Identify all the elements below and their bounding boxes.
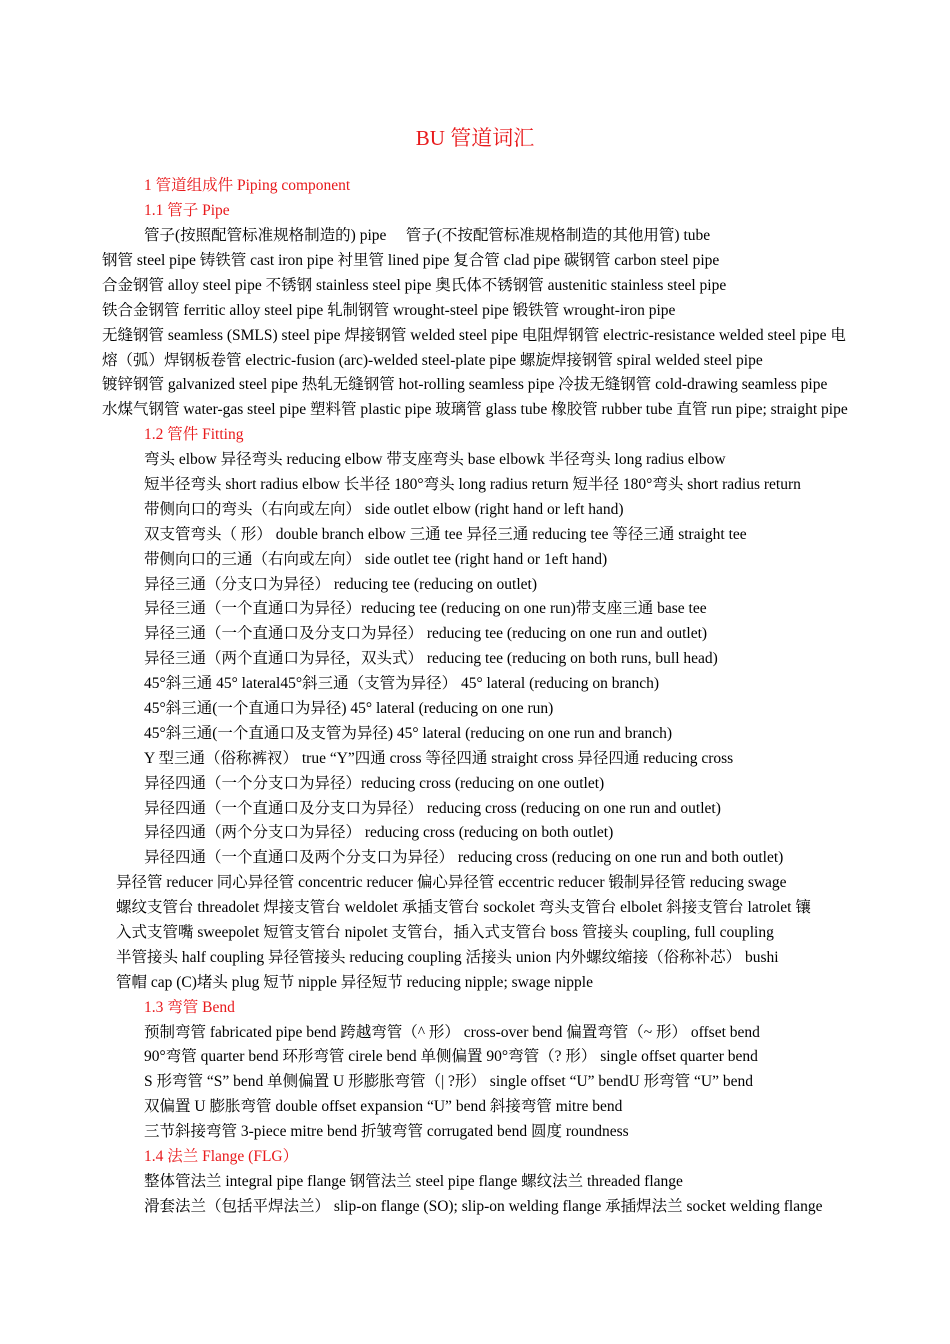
section-heading: 1 管道组成件 Piping component [144,177,351,194]
text-line: Y 型三通（俗称裤衩） true “Y”四通 cross 等径四通 straight cross 异径四通 reducing cross [144,750,734,767]
text-line: 螺纹支管台 threadolet 焊接支管台 weldolet 承插支管台 sockolet 弯头支管台 elbolet 斜接支管台 latrolet 镶 [116,899,811,916]
text-line: 90°弯管 quarter bend 环形弯管 cirele bend 单侧偏置 90°弯管（? 形） single offset quarter bend [144,1048,758,1065]
text-line: 管子(按照配管标准规格制造的) pipe 管子(不按配管标准规格制造的其他用管) tube [144,227,711,244]
text-line: 异径三通（一个直通口及分支口为异径） reducing tee (reducing on one run and outlet) [144,625,708,642]
section-heading: 1.1 管子 Pipe [144,202,230,219]
text-line: 熔（弧）焊钢板卷管 electric-fusion (arc)-welded steel-plate pipe 螺旋焊接钢管 spiral welded steel pipe [102,352,763,369]
text-line: 异径管 reducer 同心异径管 concentric reducer 偏心异径管 eccentric reducer 锻制异径管 reducing swage [116,874,787,891]
text-line: 合金钢管 alloy steel pipe 不锈钢 stainless steel pipe 奥氏体不锈钢管 austenitic stainless steel pipe [102,277,727,294]
text-line: 弯头 elbow 异径弯头 reducing elbow 带支座弯头 base elbowk 半径弯头 long radius elbow [144,451,726,468]
text-line: 双支管弯头（ 形） double branch elbow 三通 tee 异径三通 reducing tee 等径三通 straight tee [144,526,747,543]
text-line: 三节斜接弯管 3-piece mitre bend 折皱弯管 corrugated bend 圆度 roundness [144,1123,629,1140]
text-line: 铁合金钢管 ferritic alloy steel pipe 轧制钢管 wrought-steel pipe 锻铁管 wrought-iron pipe [102,302,676,319]
text-line: 双偏置 U 膨胀弯管 double offset expansion “U” bend 斜接弯管 mitre bend [144,1098,623,1115]
text-line: 预制弯管 fabricated pipe bend 跨越弯管（^ 形） cross-over bend 偏置弯管（~ 形） offset bend [144,1024,760,1041]
text-line: 45°斜三通 45° lateral45°斜三通（支管为异径） 45° lateral (reducing on branch) [144,675,660,692]
text-line: 水煤气钢管 water-gas steel pipe 塑料管 plastic pipe 玻璃管 glass tube 橡胶管 rubber tube 直管 run pipe; straight pipe [102,401,848,418]
text-line: 异径四通（一个分支口为异径）reducing cross (reducing on one outlet) [144,775,605,792]
text-line: 短半径弯头 short radius elbow 长半径 180°弯头 long radius return 短半径 180°弯头 short radius return [144,476,801,493]
text-line: 45°斜三通(一个直通口为异径) 45° lateral (reducing on one run) [144,700,554,717]
text-line: 异径四通（两个分支口为异径） reducing cross (reducing on both outlet) [144,824,614,841]
section-heading: 1.3 弯管 Bend [144,999,235,1016]
text-line: 入式支管嘴 sweepolet 短管支管台 nipolet 支管台，插入式支管台 boss 管接头 coupling, full coupling [116,924,774,941]
text-line: 无缝钢管 seamless (SMLS) steel pipe 焊接钢管 welded steel pipe 电阻焊钢管 electric-resistance welded steel pipe 电 [102,327,846,344]
text-line: 异径三通（两个直通口为异径，双头式） reducing tee (reducing on both runs, bull head) [144,650,718,667]
text-line: 镀锌钢管 galvanized steel pipe 热轧无缝钢管 hot-rolling seamless pipe 冷拔无缝钢管 cold-drawing seamless pipe [102,376,828,393]
text-line: 带侧向口的三通（右向或左向） side outlet tee (right hand or 1eft hand) [144,551,608,568]
text-line: 管帽 cap (C)堵头 plug 短节 nipple 异径短节 reducing nipple; swage nipple [116,974,593,991]
text-line: 钢管 steel pipe 铸铁管 cast iron pipe 衬里管 lined pipe 复合管 clad pipe 碳钢管 carbon steel pipe [102,252,720,269]
text-line: 异径三通（分支口为异径） reducing tee (reducing on outlet) [144,576,538,593]
text-line: 45°斜三通(一个直通口及支管为异径) 45° lateral (reducing on one run and branch) [144,725,673,742]
text-line: 带侧向口的弯头（右向或左向） side outlet elbow (right hand or left hand) [144,501,624,518]
section-heading: 1.4 法兰 Flange (FLG） [144,1148,299,1165]
text-line: 异径四通（一个直通口及分支口为异径） reducing cross (reducing on one run and outlet) [144,800,721,817]
text-line: 整体管法兰 integral pipe flange 钢管法兰 steel pipe flange 螺纹法兰 threaded flange [144,1173,683,1190]
text-line: S 形弯管 “S” bend 单侧偏置 U 形膨胀弯管（| ?形） single offset “U” bendU 形弯管 “U” bend [144,1073,753,1090]
section-heading: 1.2 管件 Fitting [144,426,244,443]
text-line: 异径三通（一个直通口为异径）reducing tee (reducing on one run)带支座三通 base tee [144,600,707,617]
document-title: BU 管道词汇 [415,126,535,150]
text-line: 异径四通（一个直通口及两个分支口为异径） reducing cross (reducing on one run and both outlet) [144,849,784,866]
text-line: 半管接头 half coupling 异径管接头 reducing coupling 活接头 union 内外螺纹缩接（俗称补芯） bushi [116,949,779,966]
text-line: 滑套法兰（包括平焊法兰） slip-on flange (SO); slip-on welding flange 承插焊法兰 socket welding flange [144,1198,823,1215]
